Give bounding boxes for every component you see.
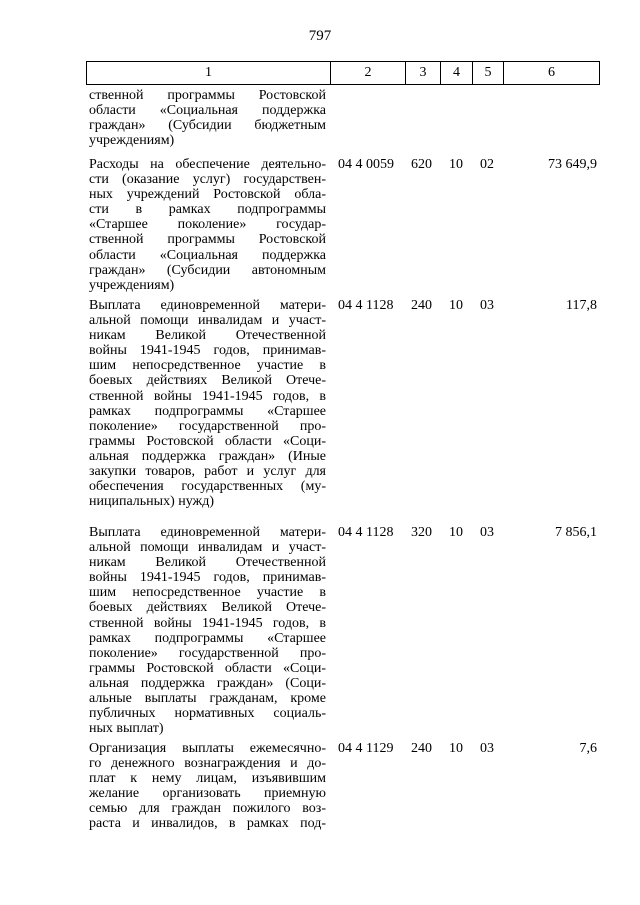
header-col-6: 6 — [548, 65, 555, 80]
amount: 117,8 — [566, 298, 597, 313]
desc-line: учреждениям) — [89, 277, 175, 293]
csr-code: 04 4 1128 — [338, 525, 394, 540]
pr-code: 03 — [480, 298, 494, 313]
table-header — [86, 61, 600, 85]
header-col-3: 3 — [419, 65, 427, 80]
desc-line: ственной программы Ростовской — [89, 232, 326, 248]
desc-line: Выплата единовременной матери- — [89, 525, 326, 540]
vr-code: 320 — [411, 525, 432, 540]
desc-line: раста и инвалидов, в рамках под- — [89, 816, 326, 832]
desc-line: области «Социальная поддержка — [89, 103, 326, 119]
row-description — [89, 298, 326, 509]
desc-line: Расходы на обеспечение деятельно- — [89, 157, 326, 172]
header-col-2: 2 — [364, 65, 372, 80]
pr-code: 02 — [480, 157, 494, 172]
csr-code: 04 4 0059 — [338, 157, 394, 172]
desc-line: сти (оказание услуг) государствен- — [89, 172, 326, 188]
header-col-5: 5 — [484, 65, 492, 80]
desc-line: шим непосредственное участие в — [89, 585, 326, 601]
rz-code: 10 — [449, 741, 463, 756]
desc-line: войны 1941-1945 годов, принимав- — [89, 570, 326, 586]
pr-code: 03 — [480, 741, 494, 756]
desc-line: го денежного вознаграждения и до- — [89, 756, 326, 772]
vr-code: 240 — [411, 298, 432, 313]
desc-line: граммы Ростовской области «Соци- — [89, 660, 326, 676]
csr-code: 04 4 1129 — [338, 741, 394, 756]
desc-line: граждан» (Субсидии автономным — [89, 262, 326, 278]
rz-code: 10 — [449, 525, 463, 540]
desc-line: ниципальных) нужд) — [89, 494, 214, 510]
desc-line: учреждениям) — [89, 133, 175, 149]
desc-line: желание организовать приемную — [89, 786, 326, 802]
desc-line: ных выплат) — [89, 721, 164, 737]
desc-line: альные выплаты гражданам, кроме — [89, 691, 326, 707]
desc-line: граждан» (Субсидии бюджетным — [89, 118, 326, 134]
desc-line: боевых действиях Великой Отече- — [89, 600, 326, 616]
amount: 7,6 — [579, 741, 597, 756]
vr-code: 620 — [411, 157, 432, 172]
desc-line: никам Великой Отечественной — [89, 555, 326, 571]
rz-code: 10 — [449, 157, 463, 172]
page-number: 797 — [308, 28, 332, 44]
amount: 7 856,1 — [555, 525, 597, 540]
desc-line: семью для граждан пожилого воз- — [89, 801, 326, 817]
desc-line: ственной войны 1941-1945 годов, в — [89, 615, 326, 631]
csr-code: 04 4 1128 — [338, 298, 394, 313]
desc-line: ственной войны 1941-1945 годов, в — [89, 388, 326, 404]
row-description — [89, 741, 326, 832]
desc-line: «Старшее поколение» государ- — [89, 217, 326, 233]
row-description — [89, 525, 326, 736]
row-description — [89, 157, 326, 293]
header-col-1: 1 — [205, 65, 212, 80]
desc-line: альная поддержка граждан» (Соци- — [89, 675, 326, 691]
desc-line: плат к нему лицам, изъявившим — [89, 771, 326, 787]
desc-line: закупки товаров, работ и услуг для — [89, 464, 326, 480]
desc-line: альной помощи инвалидам и участ- — [89, 313, 326, 329]
amount: 73 649,9 — [548, 157, 597, 172]
desc-line: боевых действиях Великой Отече- — [89, 373, 326, 389]
header-col-4: 4 — [453, 65, 460, 80]
desc-line: публичных нормативных социаль- — [89, 706, 326, 722]
desc-line: ственной программы Ростовской — [89, 88, 326, 103]
desc-line: Выплата единовременной матери- — [89, 298, 326, 313]
row-description — [89, 88, 326, 148]
rz-code: 10 — [449, 298, 463, 313]
desc-line: никам Великой Отечественной — [89, 328, 326, 344]
desc-line: области «Социальная поддержка — [89, 247, 326, 263]
desc-line: альная поддержка граждан» (Иные — [89, 448, 326, 464]
desc-line: поколение» государственной про- — [89, 645, 326, 661]
vr-code: 240 — [411, 741, 432, 756]
desc-line: поколение» государственной про- — [89, 418, 326, 434]
desc-line: альной помощи инвалидам и участ- — [89, 540, 326, 556]
desc-line: граммы Ростовской области «Соци- — [89, 433, 326, 449]
desc-line: шим непосредственное участие в — [89, 358, 326, 374]
desc-line: Организация выплаты ежемесячно- — [89, 741, 326, 756]
desc-line: рамках подпрограммы «Старшее — [89, 403, 326, 419]
desc-line: рамках подпрограммы «Старшее — [89, 630, 326, 646]
desc-line: обеспечения государственных (му- — [89, 479, 326, 495]
pr-code: 03 — [480, 525, 494, 540]
desc-line: сти в рамках подпрограммы — [89, 202, 326, 218]
desc-line: войны 1941-1945 годов, принимав- — [89, 343, 326, 359]
desc-line: ных учреждений Ростовской обла- — [89, 187, 326, 203]
